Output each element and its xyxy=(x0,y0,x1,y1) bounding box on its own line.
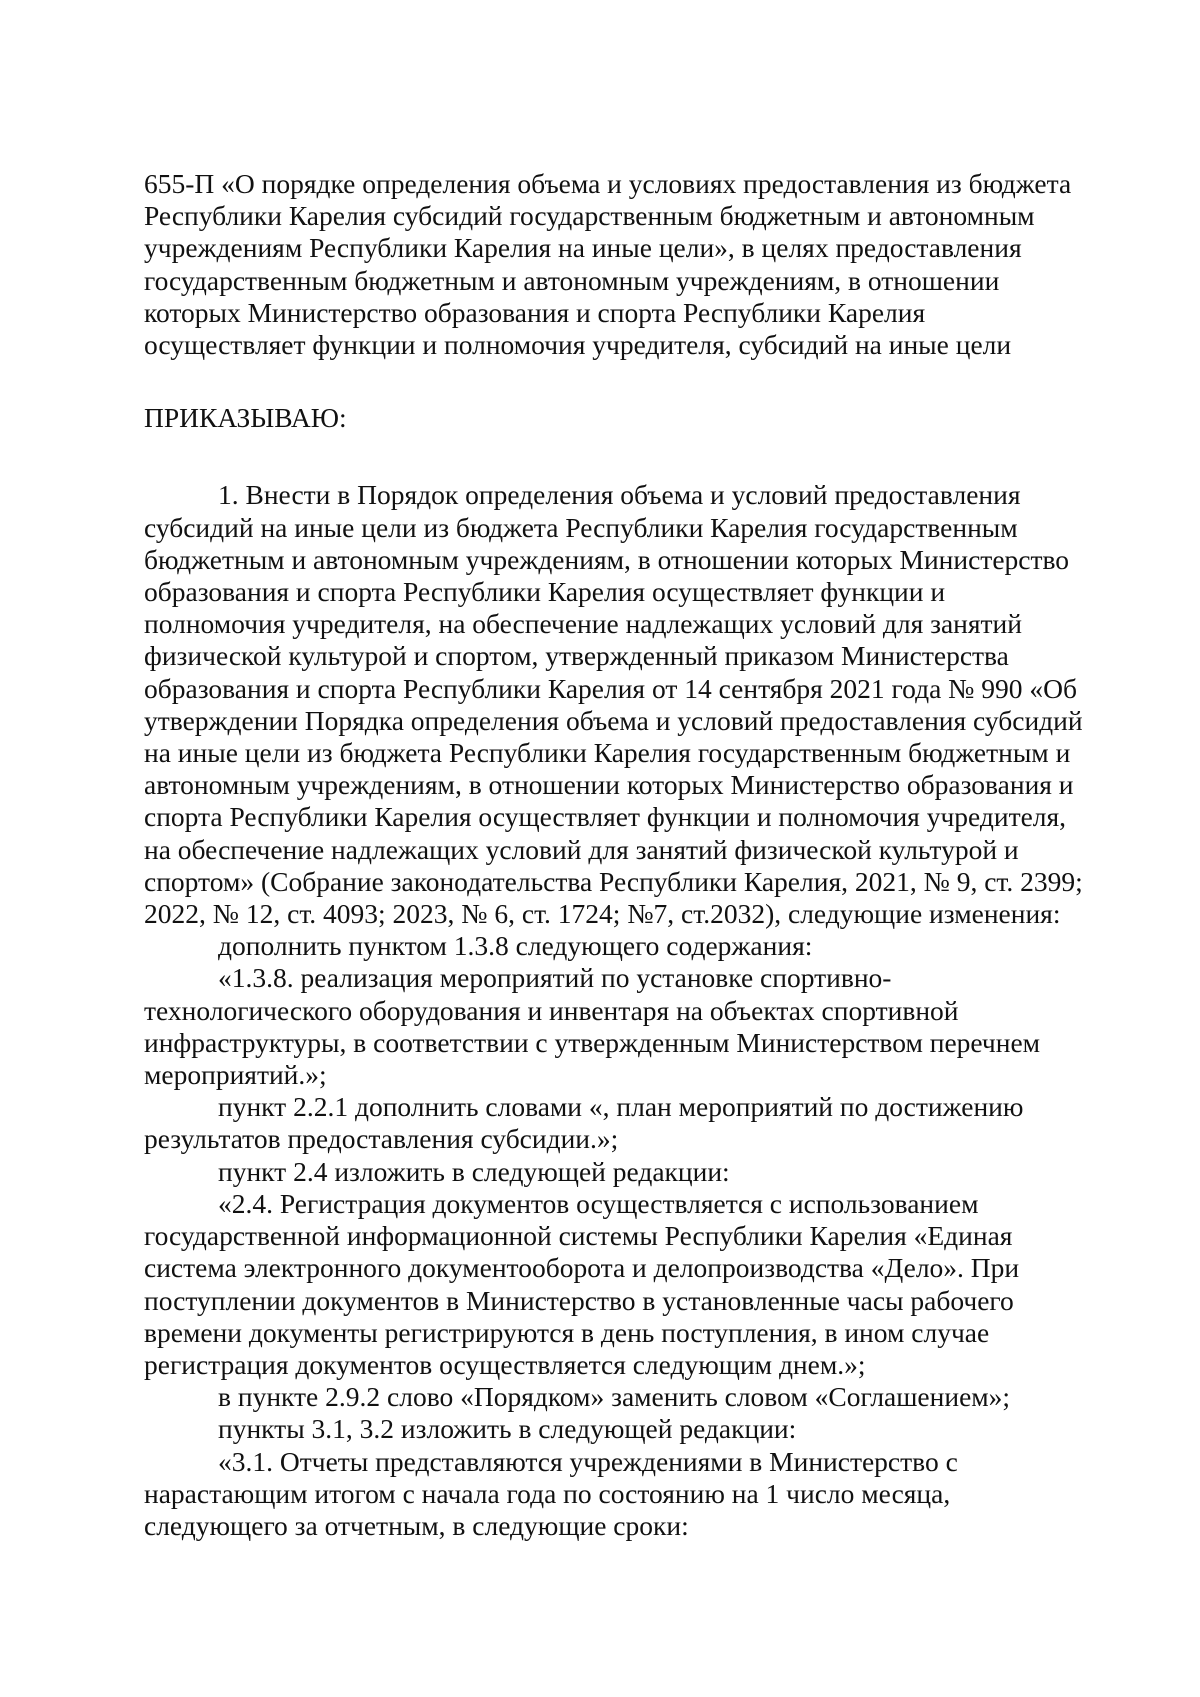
text-line: на иные цели из бюджета Республики Карелия государственным бюджетным и xyxy=(144,737,1071,769)
text-line: мероприятий.»; xyxy=(144,1059,327,1091)
text-line: образования и спорта Республики Карелия от 14 сентября 2021 года № 990 «Об xyxy=(144,672,1077,704)
text-line: полномочия учредителя, на обеспечение надлежащих условий для занятий xyxy=(144,608,1022,640)
text-line: «3.1. Отчеты представляются учреждениями в Министерство с xyxy=(218,1445,958,1477)
text-line: поступлении документов в Министерство в установленные часы рабочего xyxy=(144,1284,1014,1316)
text-line: осуществляет функции и полномочия учредителя, субсидий на иные цели xyxy=(144,329,1012,361)
text-line: результатов предоставления субсидии.»; xyxy=(144,1123,619,1155)
preamble-paragraph xyxy=(144,168,1123,361)
document-body xyxy=(144,168,1123,1542)
text-line: которых Министерство образования и спорта Республики Карелия xyxy=(144,296,926,328)
text-line: 1. Внести в Порядок определения объема и условий предоставления xyxy=(218,479,1021,511)
text-line: физической культурой и спортом, утвержденный приказом Министерства xyxy=(144,640,1009,672)
order-heading xyxy=(144,402,1123,434)
text-line: 655-П «О порядке определения объема и условиях предоставления из бюджета xyxy=(144,168,1072,199)
text-line: пункт 2.2.1 дополнить словами «, план мероприятий по достижению xyxy=(218,1091,1024,1123)
text-line: времени документы регистрируются в день поступления, в ином случае xyxy=(144,1316,990,1348)
amend-2-4-intro-paragraph xyxy=(144,1156,1123,1188)
text-line: образования и спорта Республики Карелия осуществляет функции и xyxy=(144,576,946,608)
text-line: регистрация документов осуществляется следующим днем.»; xyxy=(144,1348,866,1380)
add-1-3-8-paragraph xyxy=(144,930,1123,962)
text-line: спортом» (Собрание законодательства Республики Карелия, 2021, № 9, ст. 2399; xyxy=(144,865,1083,897)
text-line: на обеспечение надлежащих условий для занятий физической культурой и xyxy=(144,833,1019,865)
text-line: пункты 3.1, 3.2 изложить в следующей редакции: xyxy=(218,1413,797,1445)
text-line: нарастающим итогом с начала года по состоянию на 1 число месяца, xyxy=(144,1477,951,1509)
text-line: ПРИКАЗЫВАЮ: xyxy=(144,402,347,434)
text-line: инфраструктуры, в соответствии с утвержденным Министерством перечнем xyxy=(144,1026,1041,1058)
text-line: следующего за отчетным, в следующие сроки: xyxy=(144,1509,689,1541)
text-line: учреждениям Республики Карелия на иные цели», в целях предоставления xyxy=(144,232,1022,264)
text-line: система электронного документооборота и делопроизводства «Дело». При xyxy=(144,1252,1020,1284)
text-line: автономным учреждениям, в отношении которых Министерство образования и xyxy=(144,769,1074,801)
text-line: бюджетным и автономным учреждениям, в отношении которых Министерство xyxy=(144,543,1070,575)
text-line: в пункте 2.9.2 слово «Порядком» заменить словом «Соглашением»; xyxy=(218,1381,1011,1413)
text-line: спорта Республики Карелия осуществляет функции и полномочия учредителя, xyxy=(144,801,1067,833)
amend-2-2-1-paragraph xyxy=(144,1091,1123,1155)
text-line: государственной информационной системы Республики Карелия «Единая xyxy=(144,1220,1013,1252)
amend-2-9-2-paragraph xyxy=(144,1381,1123,1413)
text-line: государственным бюджетным и автономным учреждениям, в отношении xyxy=(144,264,1000,296)
item-1-paragraph xyxy=(144,479,1123,930)
text-line: субсидий на иные цели из бюджета Республики Карелия государственным xyxy=(144,511,1018,543)
text-line: технологического оборудования и инвентаря на объектах спортивной xyxy=(144,994,959,1026)
text-1-3-8-paragraph xyxy=(144,962,1123,1091)
text-line: дополнить пунктом 1.3.8 следующего содержания: xyxy=(218,930,813,962)
text-line: 2022, № 12, ст. 4093; 2023, № 6, ст. 1724; №7, ст.2032), следующие изменения: xyxy=(144,898,1061,930)
text-2-4-paragraph xyxy=(144,1188,1123,1381)
text-line: пункт 2.4 изложить в следующей редакции: xyxy=(218,1155,730,1187)
text-3-1-paragraph xyxy=(144,1446,1123,1543)
amend-3-intro-paragraph xyxy=(144,1413,1123,1445)
text-line: Республики Карелия субсидий государственным бюджетным и автономным xyxy=(144,200,1035,232)
text-line: утверждении Порядка определения объема и условий предоставления субсидий xyxy=(144,704,1083,736)
text-line: «1.3.8. реализация мероприятий по установке спортивно- xyxy=(218,962,892,994)
text-line: «2.4. Регистрация документов осуществляется с использованием xyxy=(218,1187,979,1219)
